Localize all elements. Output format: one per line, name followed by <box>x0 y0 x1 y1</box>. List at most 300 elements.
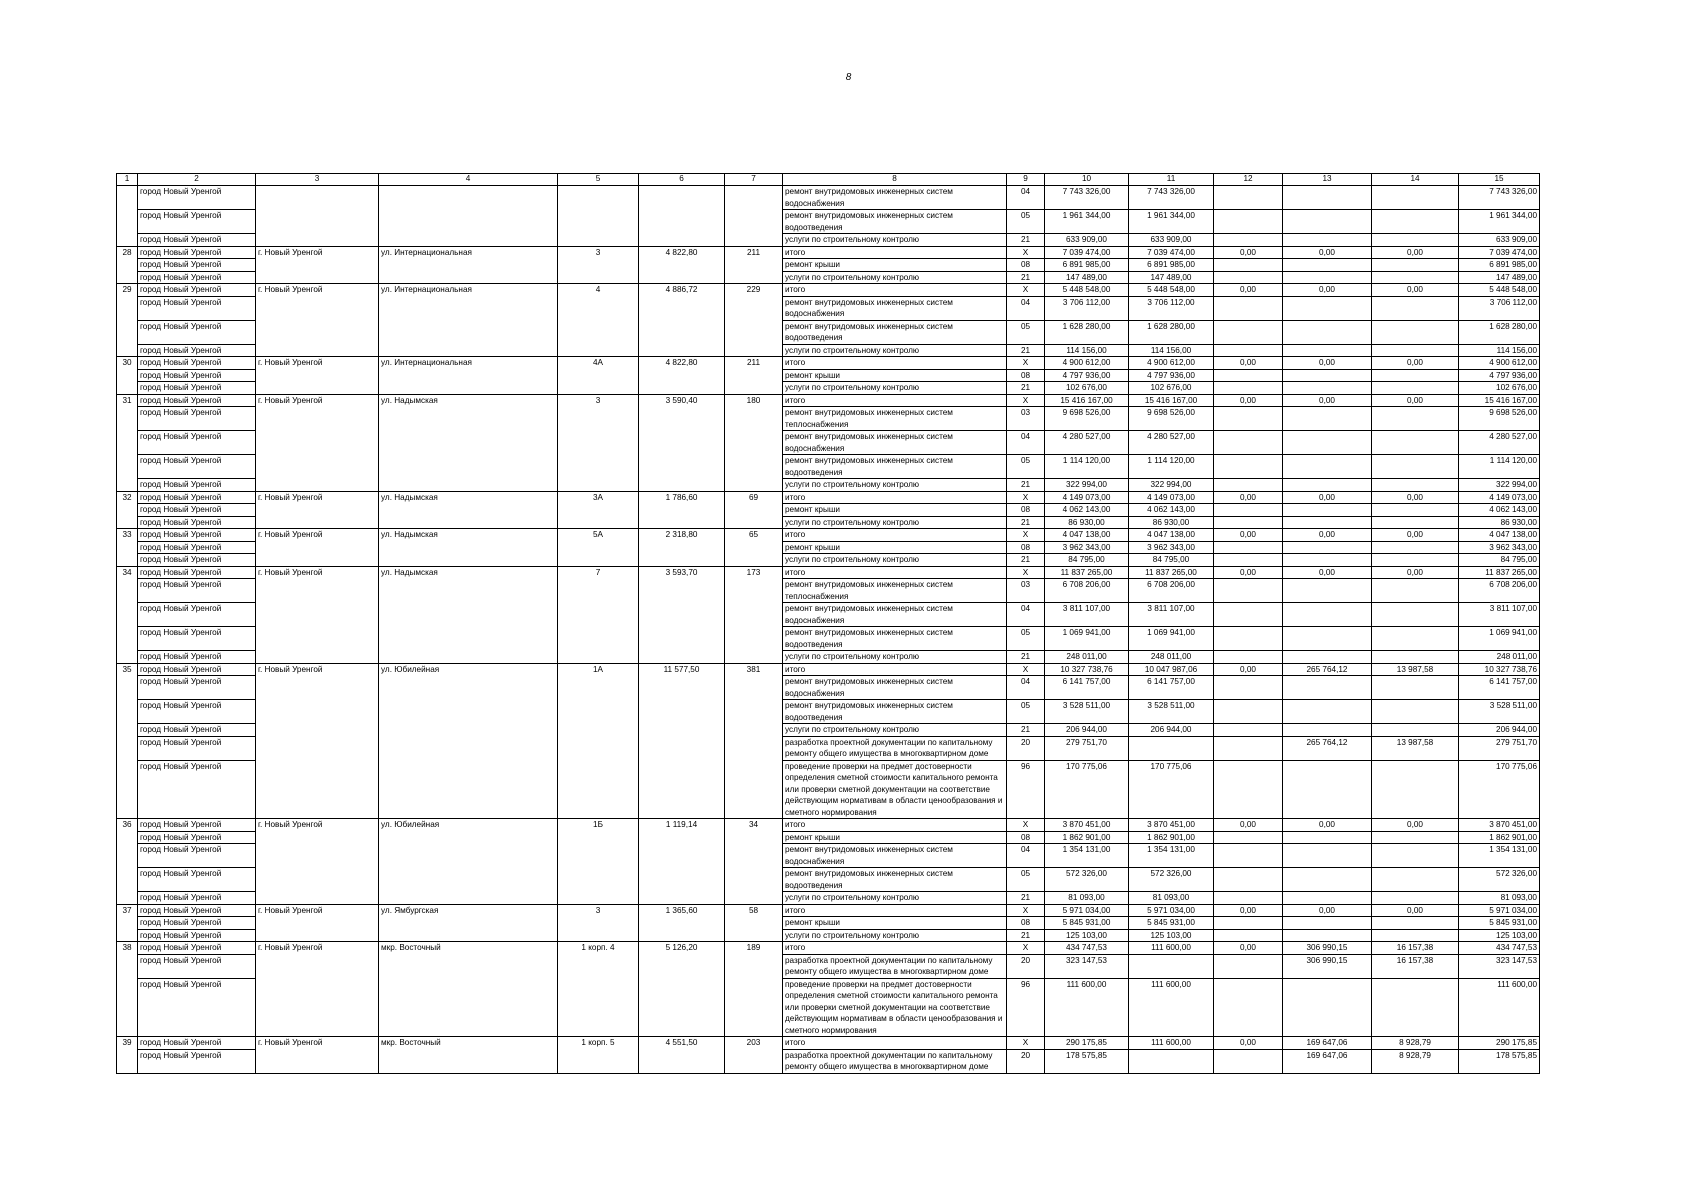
col12-cell: 0,00 <box>1214 663 1283 676</box>
area-cell <box>639 271 725 284</box>
row-number-cell: 33 <box>117 529 138 542</box>
col13-cell <box>1283 296 1372 320</box>
col12-cell <box>1214 382 1283 395</box>
house-number-cell <box>558 554 639 567</box>
col12-cell <box>1214 676 1283 700</box>
col13-cell <box>1283 651 1372 664</box>
work-code-cell: 08 <box>1007 831 1045 844</box>
work-code-cell: 03 <box>1007 407 1045 431</box>
total-cost-cell: 5 845 931,00 <box>1045 917 1129 930</box>
residents-cell: 65 <box>725 529 783 542</box>
street-cell <box>379 554 558 567</box>
row-number-cell <box>117 344 138 357</box>
municipality-cell: город Новый Уренгой <box>138 760 256 819</box>
col13-cell: 0,00 <box>1283 491 1372 504</box>
table-row <box>117 344 1540 357</box>
col14-cell: 0,00 <box>1372 284 1459 297</box>
area-cell <box>639 296 725 320</box>
table-row <box>117 736 1540 760</box>
total-cost-cell: 111 600,00 <box>1045 978 1129 1037</box>
fund-cost-cell: 15 416 167,00 <box>1129 394 1214 407</box>
street-cell <box>379 760 558 819</box>
house-number-cell <box>558 627 639 651</box>
municipality-cell: город Новый Уренгой <box>138 566 256 579</box>
work-code-cell: 21 <box>1007 344 1045 357</box>
residents-cell <box>725 579 783 603</box>
row-number-cell <box>117 1049 138 1073</box>
row-number-cell: 36 <box>117 819 138 832</box>
area-cell: 4 822,80 <box>639 246 725 259</box>
street-cell <box>379 431 558 455</box>
col12-cell <box>1214 554 1283 567</box>
area-cell <box>639 831 725 844</box>
street-cell <box>379 736 558 760</box>
table-row <box>117 554 1540 567</box>
row-number-cell <box>117 186 138 210</box>
house-number-cell <box>558 320 639 344</box>
col15-cell: 3 706 112,00 <box>1459 296 1540 320</box>
area-cell <box>639 627 725 651</box>
fund-cost-cell: 1 069 941,00 <box>1129 627 1214 651</box>
col13-cell <box>1283 431 1372 455</box>
col14-cell: 8 928,79 <box>1372 1049 1459 1073</box>
work-type-cell: услуги по строительному контролю <box>783 929 1007 942</box>
col12-cell <box>1214 369 1283 382</box>
street-cell <box>379 917 558 930</box>
city-cell <box>256 344 379 357</box>
row-number-cell <box>117 407 138 431</box>
street-cell: ул. Юбилейная <box>379 663 558 676</box>
municipality-cell: город Новый Уренгой <box>138 234 256 247</box>
col12-cell: 0,00 <box>1214 357 1283 370</box>
municipality-cell: город Новый Уренгой <box>138 491 256 504</box>
city-cell <box>256 407 379 431</box>
col15-cell: 147 489,00 <box>1459 271 1540 284</box>
col13-cell: 306 990,15 <box>1283 942 1372 955</box>
street-cell <box>379 1049 558 1073</box>
work-type-cell: услуги по строительному контролю <box>783 234 1007 247</box>
street-cell <box>379 259 558 272</box>
col12-cell <box>1214 868 1283 892</box>
table-row <box>117 186 1540 210</box>
total-cost-cell: 290 175,85 <box>1045 1037 1129 1050</box>
row-number-cell <box>117 296 138 320</box>
col14-cell <box>1372 210 1459 234</box>
residents-cell: 58 <box>725 904 783 917</box>
area-cell <box>639 676 725 700</box>
residents-cell <box>725 736 783 760</box>
street-cell: ул. Надымская <box>379 566 558 579</box>
col15-cell: 1 354 131,00 <box>1459 844 1540 868</box>
col13-cell <box>1283 868 1372 892</box>
fund-cost-cell: 4 280 527,00 <box>1129 431 1214 455</box>
house-number-cell: 7 <box>558 566 639 579</box>
capital-repair-table <box>116 173 1540 1074</box>
fund-cost-cell: 248 011,00 <box>1129 651 1214 664</box>
house-number-cell <box>558 382 639 395</box>
row-number-cell <box>117 700 138 724</box>
row-number-cell: 35 <box>117 663 138 676</box>
street-cell: ул. Надымская <box>379 394 558 407</box>
table-row <box>117 529 1540 542</box>
col14-cell <box>1372 892 1459 905</box>
col12-cell <box>1214 1049 1283 1073</box>
residents-cell <box>725 186 783 210</box>
col15-cell: 7 743 326,00 <box>1459 186 1540 210</box>
col13-cell <box>1283 929 1372 942</box>
col12-cell: 0,00 <box>1214 1037 1283 1050</box>
municipality-cell: город Новый Уренгой <box>138 1049 256 1073</box>
residents-cell: 34 <box>725 819 783 832</box>
area-cell <box>639 892 725 905</box>
area-cell <box>639 431 725 455</box>
table-row <box>117 491 1540 504</box>
municipality-cell: город Новый Уренгой <box>138 736 256 760</box>
work-type-cell: ремонт крыши <box>783 541 1007 554</box>
total-cost-cell: 6 141 757,00 <box>1045 676 1129 700</box>
city-cell <box>256 844 379 868</box>
col12-cell: 0,00 <box>1214 942 1283 955</box>
row-number-cell <box>117 892 138 905</box>
col12-cell: 0,00 <box>1214 529 1283 542</box>
table-row <box>117 700 1540 724</box>
work-code-cell: 08 <box>1007 369 1045 382</box>
table-row <box>117 651 1540 664</box>
row-number-cell <box>117 554 138 567</box>
row-number-cell: 30 <box>117 357 138 370</box>
col12-cell <box>1214 831 1283 844</box>
area-cell: 1 119,14 <box>639 819 725 832</box>
col13-cell <box>1283 407 1372 431</box>
col15-cell: 4 047 138,00 <box>1459 529 1540 542</box>
work-code-cell: 04 <box>1007 296 1045 320</box>
col15-cell: 9 698 526,00 <box>1459 407 1540 431</box>
total-cost-cell: 81 093,00 <box>1045 892 1129 905</box>
table-row <box>117 579 1540 603</box>
table-row <box>117 868 1540 892</box>
street-cell: ул. Надымская <box>379 529 558 542</box>
fund-cost-cell: 125 103,00 <box>1129 929 1214 942</box>
col14-cell <box>1372 344 1459 357</box>
house-number-cell <box>558 700 639 724</box>
fund-cost-cell: 322 994,00 <box>1129 479 1214 492</box>
row-number-cell <box>117 271 138 284</box>
work-type-cell: услуги по строительному контролю <box>783 344 1007 357</box>
work-type-cell: ремонт внутридомовых инженерных систем водоснабжения <box>783 844 1007 868</box>
col15-cell: 4 797 936,00 <box>1459 369 1540 382</box>
col15-cell: 6 141 757,00 <box>1459 676 1540 700</box>
area-cell <box>639 479 725 492</box>
work-type-cell: ремонт крыши <box>783 369 1007 382</box>
street-cell <box>379 700 558 724</box>
municipality-cell: город Новый Уренгой <box>138 529 256 542</box>
col15-cell: 3 870 451,00 <box>1459 819 1540 832</box>
total-cost-cell: 170 775,06 <box>1045 760 1129 819</box>
work-code-cell: 04 <box>1007 676 1045 700</box>
area-cell <box>639 954 725 978</box>
col12-cell <box>1214 259 1283 272</box>
total-cost-cell: 147 489,00 <box>1045 271 1129 284</box>
house-number-cell <box>558 760 639 819</box>
work-type-cell: разработка проектной документации по капитальному ремонту общего имущества в многоквартирном доме <box>783 736 1007 760</box>
area-cell <box>639 579 725 603</box>
col12-cell: 0,00 <box>1214 394 1283 407</box>
fund-cost-cell: 3 870 451,00 <box>1129 819 1214 832</box>
residents-cell <box>725 844 783 868</box>
street-cell: мкр. Восточный <box>379 942 558 955</box>
residents-cell <box>725 929 783 942</box>
col14-cell <box>1372 579 1459 603</box>
total-cost-cell: 3 706 112,00 <box>1045 296 1129 320</box>
col15-cell: 1 114 120,00 <box>1459 455 1540 479</box>
work-type-cell: ремонт внутридомовых инженерных систем водоотведения <box>783 627 1007 651</box>
row-number-cell <box>117 320 138 344</box>
city-cell <box>256 1049 379 1073</box>
row-number-cell: 38 <box>117 942 138 955</box>
col12-cell: 0,00 <box>1214 904 1283 917</box>
street-cell <box>379 186 558 210</box>
col14-cell <box>1372 541 1459 554</box>
house-number-cell <box>558 516 639 529</box>
fund-cost-cell <box>1129 736 1214 760</box>
street-cell <box>379 627 558 651</box>
area-cell <box>639 651 725 664</box>
city-cell <box>256 760 379 819</box>
row-number-cell <box>117 234 138 247</box>
table-row <box>117 978 1540 1037</box>
table-row <box>117 455 1540 479</box>
street-cell <box>379 676 558 700</box>
area-cell <box>639 186 725 210</box>
fund-cost-cell: 3 962 343,00 <box>1129 541 1214 554</box>
work-code-cell: X <box>1007 491 1045 504</box>
col13-cell <box>1283 455 1372 479</box>
col15-cell: 15 416 167,00 <box>1459 394 1540 407</box>
residents-cell <box>725 831 783 844</box>
col12-cell <box>1214 844 1283 868</box>
residents-cell <box>725 627 783 651</box>
col15-cell: 633 909,00 <box>1459 234 1540 247</box>
table-row <box>117 504 1540 517</box>
table-row <box>117 259 1540 272</box>
total-cost-cell: 3 870 451,00 <box>1045 819 1129 832</box>
col12-cell <box>1214 760 1283 819</box>
city-cell <box>256 831 379 844</box>
work-code-cell: X <box>1007 942 1045 955</box>
street-cell: ул. Интернациональная <box>379 284 558 297</box>
fund-cost-cell: 86 930,00 <box>1129 516 1214 529</box>
work-type-cell: ремонт крыши <box>783 917 1007 930</box>
street-cell <box>379 844 558 868</box>
col14-cell <box>1372 651 1459 664</box>
municipality-cell: город Новый Уренгой <box>138 284 256 297</box>
city-cell <box>256 382 379 395</box>
residents-cell <box>725 320 783 344</box>
area-cell: 4 551,50 <box>639 1037 725 1050</box>
col12-cell: 0,00 <box>1214 819 1283 832</box>
city-cell <box>256 954 379 978</box>
row-number-cell <box>117 724 138 737</box>
col15-cell: 81 093,00 <box>1459 892 1540 905</box>
col13-cell: 169 647,06 <box>1283 1037 1372 1050</box>
residents-cell <box>725 554 783 567</box>
total-cost-cell: 6 891 985,00 <box>1045 259 1129 272</box>
row-number-cell <box>117 431 138 455</box>
work-type-cell: ремонт внутридомовых инженерных систем теплоснабжения <box>783 579 1007 603</box>
house-number-cell: 3 <box>558 394 639 407</box>
residents-cell <box>725 700 783 724</box>
work-code-cell: 21 <box>1007 724 1045 737</box>
col14-cell: 0,00 <box>1372 819 1459 832</box>
col15-cell: 5 971 034,00 <box>1459 904 1540 917</box>
work-type-cell: итого <box>783 246 1007 259</box>
col14-cell <box>1372 479 1459 492</box>
col12-cell <box>1214 978 1283 1037</box>
house-number-cell <box>558 978 639 1037</box>
col14-cell <box>1372 186 1459 210</box>
fund-cost-cell: 6 891 985,00 <box>1129 259 1214 272</box>
col15-cell: 3 528 511,00 <box>1459 700 1540 724</box>
residents-cell: 211 <box>725 246 783 259</box>
fund-cost-cell: 1 628 280,00 <box>1129 320 1214 344</box>
fund-cost-cell: 4 149 073,00 <box>1129 491 1214 504</box>
city-cell: г. Новый Уренгой <box>256 529 379 542</box>
total-cost-cell: 6 708 206,00 <box>1045 579 1129 603</box>
residents-cell <box>725 271 783 284</box>
residents-cell <box>725 978 783 1037</box>
city-cell <box>256 455 379 479</box>
area-cell <box>639 407 725 431</box>
street-cell <box>379 369 558 382</box>
total-cost-cell: 9 698 526,00 <box>1045 407 1129 431</box>
residents-cell <box>725 259 783 272</box>
table-row <box>117 942 1540 955</box>
work-type-cell: услуги по строительному контролю <box>783 271 1007 284</box>
fund-cost-cell: 9 698 526,00 <box>1129 407 1214 431</box>
area-cell <box>639 736 725 760</box>
col12-cell <box>1214 700 1283 724</box>
total-cost-cell: 322 994,00 <box>1045 479 1129 492</box>
col13-cell <box>1283 271 1372 284</box>
col15-cell: 323 147,53 <box>1459 954 1540 978</box>
col13-cell <box>1283 724 1372 737</box>
col13-cell <box>1283 382 1372 395</box>
work-code-cell: 08 <box>1007 541 1045 554</box>
residents-cell <box>725 369 783 382</box>
row-number-cell: 34 <box>117 566 138 579</box>
fund-cost-cell: 4 047 138,00 <box>1129 529 1214 542</box>
work-code-cell: 21 <box>1007 516 1045 529</box>
city-cell <box>256 917 379 930</box>
house-number-cell: 1А <box>558 663 639 676</box>
table-row <box>117 234 1540 247</box>
residents-cell: 180 <box>725 394 783 407</box>
fund-cost-cell: 4 797 936,00 <box>1129 369 1214 382</box>
street-cell <box>379 541 558 554</box>
total-cost-cell: 1 628 280,00 <box>1045 320 1129 344</box>
area-cell <box>639 541 725 554</box>
col13-cell <box>1283 369 1372 382</box>
work-code-cell: 21 <box>1007 651 1045 664</box>
residents-cell <box>725 892 783 905</box>
house-number-cell: 4А <box>558 357 639 370</box>
fund-cost-cell: 1 862 901,00 <box>1129 831 1214 844</box>
work-type-cell: разработка проектной документации по капитальному ремонту общего имущества в многоквартирном доме <box>783 954 1007 978</box>
work-type-cell: услуги по строительному контролю <box>783 516 1007 529</box>
house-number-cell <box>558 479 639 492</box>
house-number-cell <box>558 676 639 700</box>
area-cell: 3 593,70 <box>639 566 725 579</box>
municipality-cell: город Новый Уренгой <box>138 455 256 479</box>
col14-cell <box>1372 259 1459 272</box>
street-cell <box>379 603 558 627</box>
municipality-cell: город Новый Уренгой <box>138 296 256 320</box>
city-cell <box>256 676 379 700</box>
row-number-cell: 37 <box>117 904 138 917</box>
residents-cell <box>725 724 783 737</box>
fund-cost-cell: 170 775,06 <box>1129 760 1214 819</box>
col13-cell: 0,00 <box>1283 566 1372 579</box>
col15-cell: 3 962 343,00 <box>1459 541 1540 554</box>
table-row <box>117 407 1540 431</box>
col13-cell: 0,00 <box>1283 819 1372 832</box>
municipality-cell: город Новый Уренгой <box>138 978 256 1037</box>
municipality-cell: город Новый Уренгой <box>138 831 256 844</box>
table-row <box>117 627 1540 651</box>
fund-cost-cell: 114 156,00 <box>1129 344 1214 357</box>
col12-cell <box>1214 541 1283 554</box>
municipality-cell: город Новый Уренгой <box>138 516 256 529</box>
municipality-cell: город Новый Уренгой <box>138 394 256 407</box>
work-code-cell: X <box>1007 566 1045 579</box>
col12-cell: 0,00 <box>1214 284 1283 297</box>
col13-cell <box>1283 479 1372 492</box>
col15-cell: 572 326,00 <box>1459 868 1540 892</box>
work-code-cell: 04 <box>1007 603 1045 627</box>
house-number-cell <box>558 651 639 664</box>
house-number-cell: 3 <box>558 246 639 259</box>
col15-cell: 279 751,70 <box>1459 736 1540 760</box>
header-cell: 6 <box>639 174 725 186</box>
area-cell <box>639 259 725 272</box>
col15-cell: 6 891 985,00 <box>1459 259 1540 272</box>
city-cell: г. Новый Уренгой <box>256 663 379 676</box>
table-row <box>117 844 1540 868</box>
house-number-cell: 5А <box>558 529 639 542</box>
work-type-cell: услуги по строительному контролю <box>783 479 1007 492</box>
col13-cell <box>1283 831 1372 844</box>
municipality-cell: город Новый Уренгой <box>138 942 256 955</box>
col12-cell <box>1214 892 1283 905</box>
city-cell <box>256 929 379 942</box>
area-cell <box>639 210 725 234</box>
total-cost-cell: 434 747,53 <box>1045 942 1129 955</box>
column-number-header <box>117 174 1540 186</box>
work-code-cell: 21 <box>1007 382 1045 395</box>
fund-cost-cell: 7 743 326,00 <box>1129 186 1214 210</box>
city-cell <box>256 978 379 1037</box>
work-code-cell: 03 <box>1007 579 1045 603</box>
residents-cell <box>725 917 783 930</box>
city-cell <box>256 296 379 320</box>
total-cost-cell: 4 797 936,00 <box>1045 369 1129 382</box>
fund-cost-cell: 1 354 131,00 <box>1129 844 1214 868</box>
work-code-cell: 05 <box>1007 320 1045 344</box>
col12-cell <box>1214 234 1283 247</box>
col12-cell <box>1214 627 1283 651</box>
street-cell <box>379 954 558 978</box>
col15-cell: 3 811 107,00 <box>1459 603 1540 627</box>
